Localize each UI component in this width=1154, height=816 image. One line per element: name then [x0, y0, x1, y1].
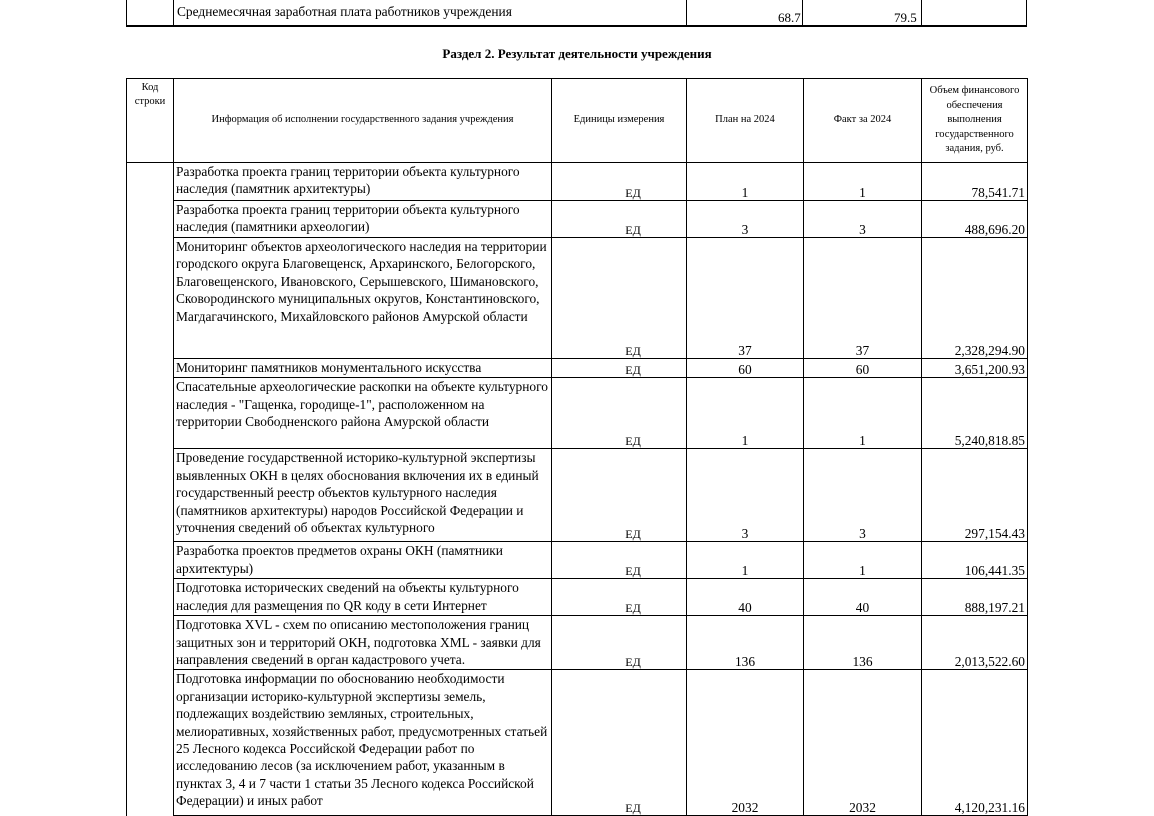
table-row	[127, 163, 1028, 201]
row-plan: 1	[687, 163, 804, 201]
row-unit: ЕД	[552, 378, 687, 449]
header-code: Код строки	[127, 79, 174, 163]
row-name: Разработка проекта границ территории объекта культурного наследия (памятник архитектуры)	[174, 163, 552, 201]
col-divider	[686, 0, 687, 25]
row-name: Спасательные археологические раскопки на объекте культурного наследия - "Гащенка, городище-1", расположенном на территории Свободненского района Амурской области	[174, 378, 552, 449]
row-plan: 136	[687, 616, 804, 670]
table-row	[127, 449, 1028, 542]
row-plan: 3	[687, 449, 804, 542]
row-sum: 2,328,294.90	[922, 238, 1028, 359]
row-fact: 60	[804, 359, 922, 378]
row-name: Проведение государственной историко-культурной экспертизы выявленных ОКН в целях обоснования включения их в единый государственный реестр объектов культурного наследия (памятников архитектуры) народов Российской Федерации и уточнения сведений об объектах культурного	[174, 449, 552, 542]
row-name: Мониторинг объектов археологического наследия на территории городского округа Благовещенск, Архаринского, Белогорского, Благовещенского, Ивановского, Серышевского, Шимановского, Сковородинского муниципальных округов, Константиновского, Магдагачинского, Михайловского районов Амурской области	[174, 238, 552, 359]
row-plan: 2032	[687, 670, 804, 816]
results-table	[126, 78, 1028, 816]
table-row	[127, 616, 1028, 670]
row-fact: 37	[804, 238, 922, 359]
section-title: Раздел 2. Результат деятельности учреждения	[442, 46, 712, 61]
row-unit: ЕД	[552, 670, 687, 816]
row-sum: 297,154.43	[922, 449, 1028, 542]
col-divider	[802, 0, 803, 25]
row-unit: ЕД	[552, 163, 687, 201]
row-name: Мониторинг памятников монументального искусства	[174, 359, 552, 378]
row-fact: 1	[804, 542, 922, 579]
row-plan: 3	[687, 201, 804, 238]
row-plan: 1	[687, 542, 804, 579]
row-sum: 488,696.20	[922, 201, 1028, 238]
prev-value-fact: 79.5	[894, 10, 917, 25]
row-unit: ЕД	[552, 449, 687, 542]
table-row	[127, 238, 1028, 359]
row-sum: 106,441.35	[922, 542, 1028, 579]
row-plan: 60	[687, 359, 804, 378]
row-fact: 1	[804, 163, 922, 201]
row-unit: ЕД	[552, 579, 687, 616]
row-fact: 40	[804, 579, 922, 616]
header-fact: Факт за 2024	[804, 79, 922, 163]
prev-table-fragment	[126, 0, 1027, 27]
table-row	[127, 670, 1028, 816]
header-sum: Объем финансового обеспечения выполнения государственного задания, руб.	[922, 79, 1028, 163]
row-fact: 3	[804, 449, 922, 542]
table-header-row	[127, 79, 1028, 163]
col-divider	[921, 0, 922, 25]
row-name: Подготовка исторических сведений на объекты культурного наследия для размещения по QR коду в сети Интернет	[174, 579, 552, 616]
code-cell	[127, 163, 174, 816]
row-name: Разработка проекта границ территории объекта культурного наследия (памятники археологии)	[174, 201, 552, 238]
prev-value-plan: 68.7	[778, 10, 801, 25]
header-plan: План на 2024	[687, 79, 804, 163]
col-divider	[173, 0, 174, 25]
table-row	[127, 359, 1028, 378]
row-fact: 3	[804, 201, 922, 238]
row-unit: ЕД	[552, 542, 687, 579]
row-fact: 136	[804, 616, 922, 670]
prev-row-label: Среднемесячная заработная плата работников учреждения	[177, 4, 512, 19]
row-name: Подготовка информации по обоснованию необходимости организации историко-культурной экспертизы земель, подлежащих воздействию земляных, строительных, мелиоративных, хозяйственных работ, предусмотренных статьей 25 Лесного кодекса Российской Федерации работ по исследованию лесов (за исключением работ, указанным в пунктах 3, 4 и 7 части 1 статьи 35 Лесного кодекса Российской Федерации) и иных работ	[174, 670, 552, 816]
row-fact: 2032	[804, 670, 922, 816]
row-sum: 3,651,200.93	[922, 359, 1028, 378]
row-plan: 40	[687, 579, 804, 616]
row-sum: 78,541.71	[922, 163, 1028, 201]
row-plan: 1	[687, 378, 804, 449]
row-sum: 4,120,231.16	[922, 670, 1028, 816]
table-row	[127, 542, 1028, 579]
row-fact: 1	[804, 378, 922, 449]
header-unit: Единицы измерения	[552, 79, 687, 163]
row-unit: ЕД	[552, 238, 687, 359]
table-row	[127, 579, 1028, 616]
row-name: Разработка проектов предметов охраны ОКН (памятники архитектуры)	[174, 542, 552, 579]
table-row	[127, 378, 1028, 449]
header-info: Информация об исполнении государственного задания учреждения	[174, 79, 552, 163]
row-unit: ЕД	[552, 201, 687, 238]
row-name: Подготовка XVL - схем по описанию местоположения границ защитных зон и территорий ОКН, подготовка XML - заявки для направления сведений в орган кадастрового учета.	[174, 616, 552, 670]
row-unit: ЕД	[552, 616, 687, 670]
row-plan: 37	[687, 238, 804, 359]
row-sum: 5,240,818.85	[922, 378, 1028, 449]
row-sum: 2,013,522.60	[922, 616, 1028, 670]
table-row	[127, 201, 1028, 238]
row-sum: 888,197.21	[922, 579, 1028, 616]
row-unit: ЕД	[552, 359, 687, 378]
